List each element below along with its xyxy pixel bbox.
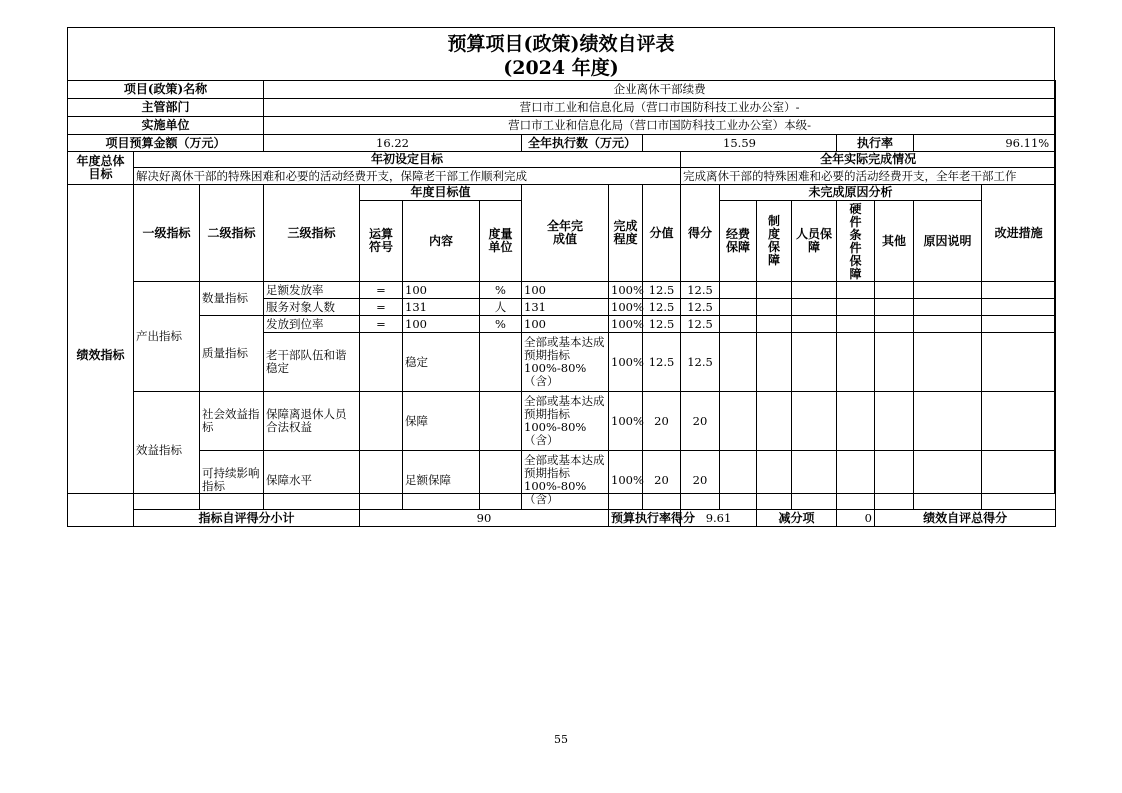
indicator-actual: 100	[522, 282, 609, 299]
indicator-name: 发放到位率	[264, 316, 360, 333]
indicator-score: 12.5	[681, 316, 720, 333]
goal-label-line2: 目标	[88, 167, 113, 181]
form-title: 预算项目(政策)绩效自评表	[447, 33, 675, 55]
benefit-indicator-label: 效益指标	[134, 392, 200, 510]
project-name-row	[68, 81, 1056, 99]
table-row	[68, 316, 1056, 333]
indicator-degree: 100%	[609, 451, 643, 510]
indicator-score: 12.5	[681, 282, 720, 299]
goal-label-line1: 年度总体	[76, 154, 125, 168]
perf-indicator-label: 绩效指标	[68, 185, 134, 527]
indicator-score: 20	[681, 451, 720, 510]
indicator-actual: 全部或基本达成预期指标100%-80%（含）	[522, 451, 609, 510]
budget-row	[68, 135, 1056, 152]
indicator-actual: 全部或基本达成预期指标100%-80%（含）	[522, 392, 609, 451]
indicator-weight: 12.5	[643, 299, 681, 316]
table-row	[68, 392, 1056, 451]
indicator-name: 保障水平	[264, 451, 360, 510]
indicator-name: 保障离退休人员合法权益	[264, 392, 360, 451]
degree-header: 完成程度	[609, 185, 643, 282]
deduct-value: 0	[837, 510, 875, 527]
indicator-degree: 100%	[609, 316, 643, 333]
quantity-indicator-label: 数量指标	[200, 282, 264, 316]
indicator-unit: 人	[480, 299, 522, 316]
budget-value: 16.22	[264, 135, 522, 152]
indicator-unit	[480, 392, 522, 451]
indicator-score: 12.5	[681, 299, 720, 316]
unit-row	[68, 117, 1056, 135]
output-indicator-label: 产出指标	[134, 282, 200, 392]
indicator-degree: 100%	[609, 392, 643, 451]
indicator-name: 老干部队伍和谐稳定	[264, 333, 360, 392]
evaluation-form	[67, 27, 1055, 525]
reason-staff-header: 人员保障	[792, 201, 837, 282]
op-header: 运算符号	[360, 201, 403, 282]
dept-row	[68, 99, 1056, 117]
reasons-group-header: 未完成原因分析	[720, 185, 982, 201]
indicator-unit	[480, 333, 522, 392]
actual-goal-text: 完成离休干部的特殊困难和必要的活动经费开支，全年老干部工作	[681, 168, 1056, 185]
indicator-actual: 131	[522, 299, 609, 316]
indicator-op: =	[360, 316, 403, 333]
reason-hardware-header: 硬件条件保障	[837, 201, 875, 282]
indicator-weight: 12.5	[643, 333, 681, 392]
budget-score-value: 9.61	[681, 510, 757, 527]
level1-header: 一级指标	[134, 185, 200, 282]
goal-label	[68, 152, 134, 185]
indicator-content: 足额保障	[403, 451, 480, 510]
weight-header: 分值	[643, 185, 681, 282]
indicator-content: 100	[403, 316, 480, 333]
dept-label: 主管部门	[68, 99, 264, 117]
executed-value: 15.59	[643, 135, 837, 152]
deduct-label: 减分项	[757, 510, 837, 527]
total-score-label: 绩效自评总得分	[875, 510, 1056, 527]
subtotal-label: 指标自评得分小计	[134, 510, 360, 527]
indicator-name: 足额发放率	[264, 282, 360, 299]
indicator-content: 稳定	[403, 333, 480, 392]
content-header: 内容	[403, 201, 480, 282]
indicator-header-row-1	[68, 185, 1056, 201]
indicator-op	[360, 333, 403, 392]
actual-header: 全年完成值	[522, 185, 609, 282]
indicator-op: =	[360, 282, 403, 299]
goal-text-row	[68, 168, 1056, 185]
indicator-actual: 全部或基本达成预期指标100%-80%（含）	[522, 333, 609, 392]
indicator-degree: 100%	[609, 299, 643, 316]
indicator-op	[360, 451, 403, 510]
indicator-degree: 100%	[609, 282, 643, 299]
project-name-value: 企业离休干部续费	[264, 81, 1056, 99]
indicator-score: 20	[681, 392, 720, 451]
reason-other-header: 其他	[875, 201, 914, 282]
initial-goal-header: 年初设定目标	[134, 152, 681, 168]
indicator-actual: 100	[522, 316, 609, 333]
table-row	[68, 451, 1056, 510]
unit-value: 营口市工业和信息化局（营口市国防科技工业办公室）本级-	[264, 117, 1056, 135]
improve-header: 改进措施	[982, 185, 1056, 282]
quality-indicator-label: 质量指标	[200, 316, 264, 392]
page-number: 55	[554, 733, 568, 746]
indicator-unit: %	[480, 316, 522, 333]
score-header: 得分	[681, 185, 720, 282]
indicator-degree: 100%	[609, 333, 643, 392]
goal-header-row	[68, 152, 1056, 168]
indicator-name: 服务对象人数	[264, 299, 360, 316]
unit-header: 度量单位	[480, 201, 522, 282]
indicator-content: 100	[403, 282, 480, 299]
social-indicator-label: 社会效益指标	[200, 392, 264, 451]
project-name-label: 项目(政策)名称	[68, 81, 264, 99]
budget-score-label: 预算执行率得分	[609, 510, 681, 527]
level2-header: 二级指标	[200, 185, 264, 282]
actual-goal-header: 全年实际完成情况	[681, 152, 1056, 168]
sustain-indicator-label: 可持续影响指标	[200, 451, 264, 510]
dept-value: 营口市工业和信息化局（营口市国防科技工业办公室）-	[264, 99, 1056, 117]
indicator-weight: 12.5	[643, 282, 681, 299]
rate-label: 执行率	[837, 135, 914, 152]
form-year: (2024 年度)	[503, 57, 619, 79]
evaluation-table	[67, 80, 1056, 527]
indicator-op: =	[360, 299, 403, 316]
reason-system-header: 制度保障	[757, 201, 792, 282]
indicator-weight: 20	[643, 392, 681, 451]
executed-label: 全年执行数（万元）	[522, 135, 643, 152]
indicator-score: 12.5	[681, 333, 720, 392]
table-row	[68, 282, 1056, 299]
rate-value: 96.11%	[914, 135, 1056, 152]
summary-row	[68, 510, 1056, 527]
subtotal-value: 90	[360, 510, 609, 527]
indicator-unit	[480, 451, 522, 510]
level3-header: 三级指标	[264, 185, 360, 282]
indicator-op	[360, 392, 403, 451]
initial-goal-text: 解决好离休干部的特殊困难和必要的活动经费开支，保障老干部工作顺利完成	[134, 168, 681, 185]
reason-note-header: 原因说明	[914, 201, 982, 282]
indicator-content: 131	[403, 299, 480, 316]
reason-fund-header: 经费保障	[720, 201, 757, 282]
target-group-header: 年度目标值	[360, 185, 522, 201]
indicator-unit: %	[480, 282, 522, 299]
indicator-weight: 12.5	[643, 316, 681, 333]
indicator-weight: 20	[643, 451, 681, 510]
unit-label: 实施单位	[68, 117, 264, 135]
indicator-content: 保障	[403, 392, 480, 451]
budget-label: 项目预算金额（万元）	[68, 135, 264, 152]
